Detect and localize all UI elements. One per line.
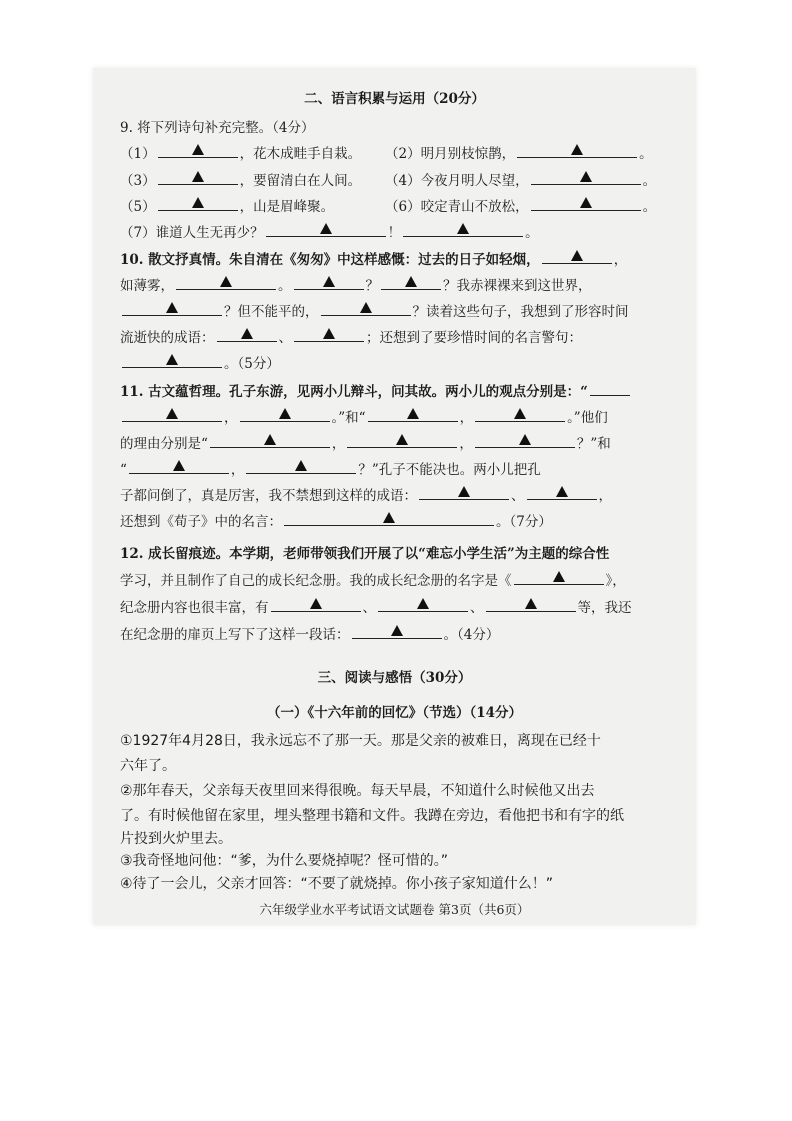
answer-blank[interactable] (158, 198, 238, 211)
answer-blank[interactable] (240, 409, 330, 422)
triangle-marker-icon (391, 625, 403, 636)
answer-blank[interactable] (531, 172, 641, 185)
answer-blank[interactable] (129, 461, 229, 474)
answer-blank[interactable] (266, 224, 386, 237)
q10-line2: 如薄雾， 。 ？ ？我赤裸裸来到这世界， (120, 278, 592, 294)
answer-blank[interactable] (217, 329, 277, 342)
reading-paragraph-2-line-1: ②那年春天，父亲每天夜里回来得很晚。每天早晨，不知道什么时候他又出去 (120, 783, 595, 799)
answer-blank[interactable] (378, 599, 468, 612)
triangle-marker-icon (166, 354, 178, 365)
answer-blank[interactable] (122, 303, 222, 316)
triangle-marker-icon (405, 276, 417, 287)
answer-blank[interactable] (517, 145, 637, 158)
answer-blank[interactable] (347, 435, 457, 448)
triangle-marker-icon (264, 434, 276, 445)
page-footer: 六年级学业水平考试语文试题卷 第3页（共6页） (259, 902, 530, 917)
answer-blank[interactable] (381, 277, 441, 290)
q9-row1: （1） ，花木成畦手自栽。 （2）明月别枝惊鹊， 。 (120, 146, 653, 162)
reading-paragraph-4: ④待了一会儿，父亲才回答：“不要了就烧掉。你小孩子家知道什么！” (120, 876, 554, 892)
q9-row4: （7）谁道人生无再少？ ！ 。 (120, 225, 539, 241)
q11-line2: ， 。”和“ ， 。”他们 (120, 407, 668, 429)
triangle-marker-icon (525, 598, 537, 609)
q10-line4: 流逝快的成语： 、 ；还想到了要珍惜时间的名言警句： (120, 330, 582, 346)
triangle-marker-icon (166, 302, 178, 313)
q10-line1: 10. 散文抒真情。朱自清在《匆匆》中这样感慨：过去的日子如轻烟， ， (120, 252, 628, 268)
triangle-marker-icon (241, 328, 253, 339)
triangle-marker-icon (383, 512, 395, 523)
triangle-marker-icon (279, 408, 291, 419)
triangle-marker-icon (360, 302, 372, 313)
answer-blank[interactable] (210, 435, 330, 448)
answer-blank[interactable] (284, 513, 494, 526)
triangle-marker-icon (192, 144, 204, 155)
q11-line3: 的理由分别是“ ， ， ？”和 (120, 436, 611, 452)
reading-paragraph-1-line-2: 六年了。 (120, 758, 176, 774)
triangle-marker-icon (166, 408, 178, 419)
triangle-marker-icon (514, 408, 526, 419)
reading-paragraph-1-line-1: ①1927年4月28日，我永远忘不了那一天。那是父亲的被难日，离现在已经十 (120, 733, 601, 749)
triangle-marker-icon (556, 486, 568, 497)
triangle-marker-icon (323, 276, 335, 287)
q12-line3: 纪念册内容也很丰富，有 、 、 等，我还 (120, 600, 632, 616)
triangle-marker-icon (571, 144, 583, 155)
q11-line1: 11. 古文蕴哲理。孔子东游，见两小儿辩斗，问其故。两小儿的观点分别是：“ (120, 381, 668, 403)
q10-line3: ？但不能平的， ？读着这些句子，我想到了形容时间 (120, 301, 668, 323)
answer-blank[interactable] (542, 251, 612, 264)
reading-paragraph-3: ③我奇怪地问他：“爹，为什么要烧掉呢？怪可惜的。” (120, 853, 449, 869)
answer-blank[interactable] (158, 172, 238, 185)
q9-row2: （3） ，要留清白在人间。 （4）今夜月明人尽望， 。 (120, 173, 657, 189)
triangle-marker-icon (407, 408, 419, 419)
section3-title: 三、阅读与感悟（30分） (317, 670, 472, 686)
triangle-marker-icon (457, 223, 469, 234)
q12-line1: 12. 成长留痕迹。本学期，老师带领我们开展了以“难忘小学生活”为主题的综合性 (120, 546, 610, 562)
triangle-marker-icon (192, 197, 204, 208)
answer-blank[interactable] (294, 277, 364, 290)
triangle-marker-icon (295, 460, 307, 471)
reading-paragraph-2-line-2: 了。有时候他留在家里，埋头整理书籍和文件。我蹲在旁边，看他把书和有字的纸 (120, 808, 624, 824)
q11-line4: “ ， ？”孔子不能决也。两小儿把孔 (120, 462, 541, 478)
triangle-marker-icon (580, 197, 592, 208)
answer-blank[interactable] (294, 329, 364, 342)
q12-line2: 学习，并且制作了自己的成长纪念册。我的成长纪念册的名字是《 》， (120, 573, 626, 589)
triangle-marker-icon (310, 598, 322, 609)
answer-blank[interactable] (475, 435, 575, 448)
answer-blank[interactable] (514, 572, 604, 585)
triangle-marker-icon (173, 460, 185, 471)
triangle-marker-icon (571, 250, 583, 261)
triangle-marker-icon (323, 328, 335, 339)
answer-blank[interactable] (176, 277, 276, 290)
answer-blank[interactable] (352, 626, 442, 639)
triangle-marker-icon (519, 434, 531, 445)
q9-head: 9. 将下列诗句补充完整。（4分） (120, 120, 315, 136)
triangle-marker-icon (220, 276, 232, 287)
answer-blank[interactable] (527, 487, 597, 500)
triangle-marker-icon (580, 171, 592, 182)
section2-title: 二、语言积累与运用（20分） (304, 91, 485, 107)
answer-blank[interactable] (419, 487, 509, 500)
triangle-marker-icon (553, 571, 565, 582)
triangle-marker-icon (192, 171, 204, 182)
answer-blank[interactable] (271, 599, 361, 612)
triangle-marker-icon (320, 223, 332, 234)
q11-line6: 还想到《荀子》中的名言： 。（7分） (120, 514, 552, 530)
answer-blank[interactable] (246, 461, 356, 474)
answer-blank[interactable] (531, 198, 641, 211)
answer-blank[interactable] (368, 409, 458, 422)
answer-blank[interactable] (403, 224, 523, 237)
reading-subtitle: （一）《十六年前的回忆》（节选）（14分） (266, 705, 523, 721)
q11-line5: 子都问倒了，真是厉害，我不禁想到这样的成语： 、 ， (120, 488, 612, 504)
q12-line4: 在纪念册的扉页上写下了这样一段话： 。（4分） (120, 627, 500, 643)
answer-blank[interactable] (486, 599, 576, 612)
q9-row3: （5） ，山是眉峰聚。 （6）咬定青山不放松， 。 (120, 199, 657, 215)
triangle-marker-icon (417, 598, 429, 609)
q10-line5: 。（5分） (120, 353, 668, 375)
reading-paragraph-2-line-3: 片投到火炉里去。 (120, 831, 232, 847)
answer-blank[interactable] (590, 383, 630, 396)
answer-blank[interactable] (475, 409, 565, 422)
answer-blank[interactable] (122, 355, 222, 368)
answer-blank[interactable] (321, 303, 411, 316)
triangle-marker-icon (396, 434, 408, 445)
answer-blank[interactable] (158, 145, 238, 158)
answer-blank[interactable] (122, 409, 222, 422)
triangle-marker-icon (458, 486, 470, 497)
